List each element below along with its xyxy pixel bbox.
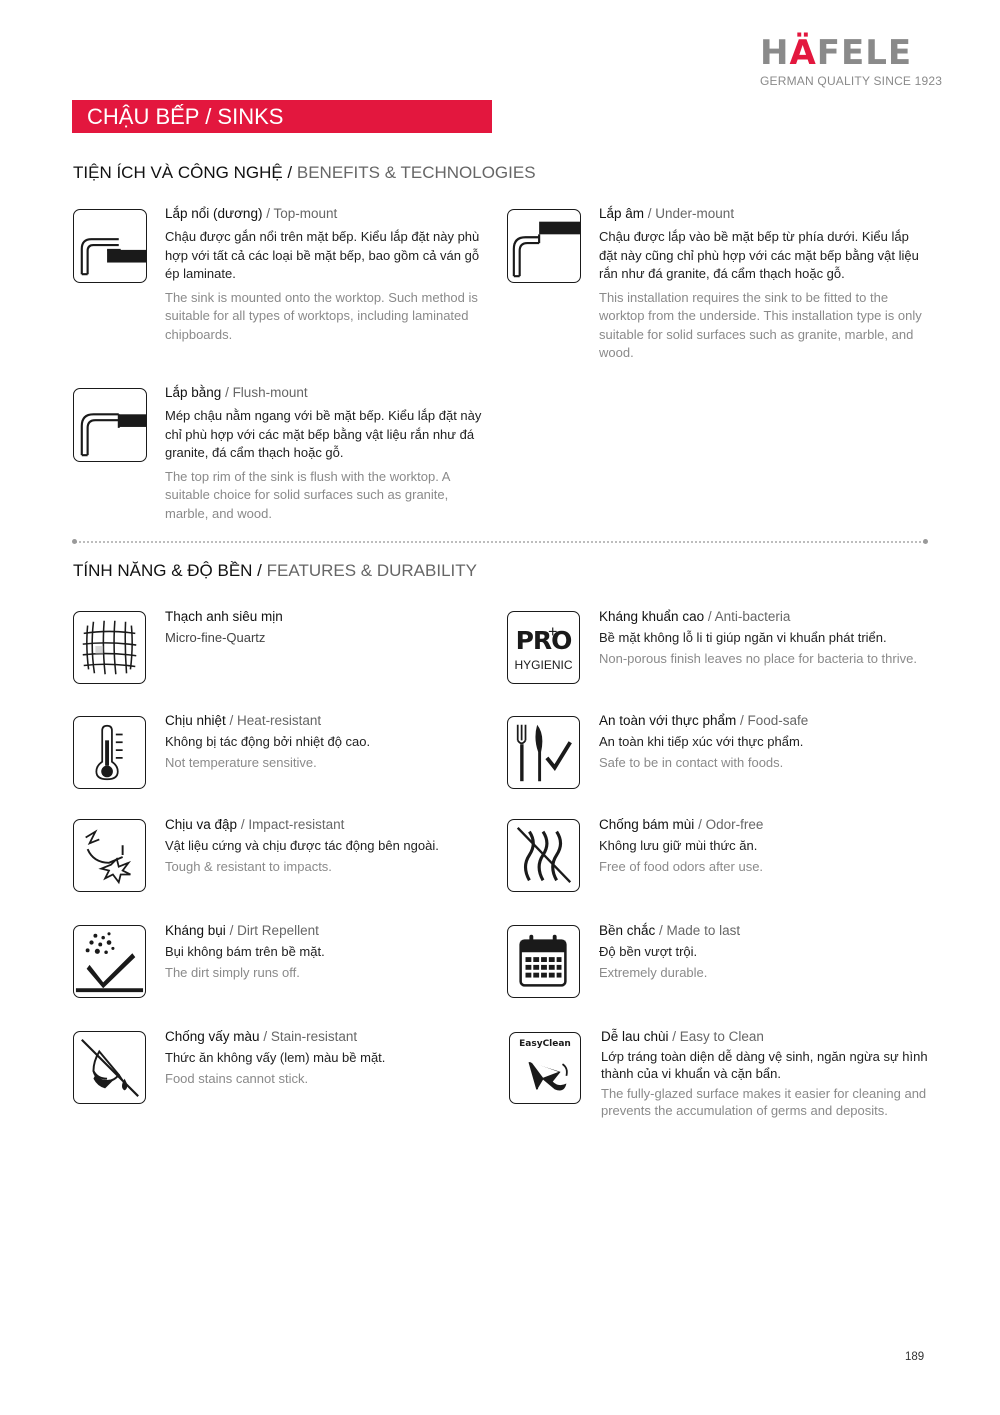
item-desc-vi: Bụi không bám trên bề mặt. <box>165 944 325 959</box>
feature-easy-to-clean <box>601 1028 936 1119</box>
item-desc-en: The dirt simply runs off. <box>165 965 300 980</box>
item-title: Chịu va đập / Impact-resistant <box>165 817 345 832</box>
item-desc-vi: Không bị tác động bởi nhiệt độ cao. <box>165 734 371 749</box>
item-desc-vi: Mép chậu nằm ngang với bề mặt bếp. Kiểu lắp đặt này chỉ phù hợp với các mặt bếp bằng vật liệu rắn như đá granite, đá cẩm thạch hoặc gỗ. <box>165 408 482 460</box>
item-title: Lắp âm / Under-mount <box>599 206 735 221</box>
item-title: Chống bám mùi / Odor-free <box>599 817 764 832</box>
feature-anti-bacteria <box>599 608 934 667</box>
feature-dirt-repellent <box>165 922 485 981</box>
feature-made-to-last <box>599 922 934 981</box>
stain-resistant-icon <box>73 1031 146 1104</box>
item-desc-vi: Lớp tráng toàn diện dễ dàng vệ sinh, ngăn ngừa sự hình thành của vi khuẩn và cặn bẩn. <box>601 1049 928 1081</box>
benefit-top-mount <box>165 205 490 344</box>
flush-mount-icon <box>73 388 147 462</box>
item-desc-vi: Bề mặt không lỗ li ti giúp ngăn vi khuẩn phát triển. <box>599 630 887 645</box>
section-divider <box>75 541 925 543</box>
item-desc-vi: Độ bền vượt trội. <box>599 944 698 959</box>
item-title: Chống vấy màu / Stain-resistant <box>165 1029 358 1044</box>
item-desc-en: Food stains cannot stick. <box>165 1071 309 1086</box>
item-title: Kháng bụi / Dirt Repellent <box>165 923 319 938</box>
item-desc-en: Extremely durable. <box>599 965 708 980</box>
item-title: Lắp nổi (dương) / Top-mount <box>165 206 338 221</box>
page-number: 189 <box>905 1351 925 1363</box>
item-desc-en: The fully-glazed surface makes it easier for cleaning and prevents the accumulation of germs and deposits. <box>601 1086 927 1118</box>
calendar-icon <box>507 925 580 998</box>
under-mount-icon <box>507 209 581 283</box>
item-desc-vi: Không lưu giữ mùi thức ăn. <box>599 838 758 853</box>
benefits-heading: TIỆN ÍCH VÀ CÔNG NGHỆ / BENEFITS & TECHNOLOGIES <box>73 163 536 182</box>
feature-stain-resistant <box>165 1028 485 1087</box>
impact-icon <box>73 819 146 892</box>
item-desc-vi: Micro-fine-Quartz <box>165 630 266 645</box>
item-desc-en: The sink is mounted onto the worktop. Such method is suitable for all types of worktops, including laminated chipboards. <box>165 289 478 342</box>
feature-heat-resistant <box>165 712 485 771</box>
pro-label: PRO <box>515 626 572 655</box>
item-title: An toàn với thực phẩm / Food-safe <box>599 713 809 728</box>
features-heading: TÍNH NĂNG & ĐỘ BỀN / FEATURES & DURABILITY <box>73 561 477 580</box>
item-desc-en: The top rim of the sink is flush with the worktop. A suitable choice for solid surfaces such as granite, marble, and wood. <box>165 468 450 521</box>
item-desc-en: Non-porous finish leaves no place for bacteria to thrive. <box>599 651 917 666</box>
feature-food-safe <box>599 712 934 771</box>
item-desc-en: Free of food odors after use. <box>599 859 764 874</box>
thermometer-icon <box>73 716 146 789</box>
easyclean-label: EasyClean <box>519 1039 571 1049</box>
logo-tagline: GERMAN QUALITY SINCE 1923 <box>760 74 943 88</box>
item-title: Kháng khuẩn cao / Anti-bacteria <box>599 609 791 624</box>
item-desc-vi: An toàn khi tiếp xúc với thực phẩm. <box>599 734 804 749</box>
hafele-logo <box>760 33 943 88</box>
item-title: Chịu nhiệt / Heat-resistant <box>165 713 322 728</box>
benefit-flush-mount <box>165 384 490 523</box>
item-desc-en: Tough & resistant to impacts. <box>165 859 332 874</box>
feature-impact-resistant <box>165 816 485 875</box>
easy-clean-icon <box>509 1032 581 1104</box>
item-desc-vi: Chậu được lắp vào bề mặt bếp từ phía dưới. Kiểu lắp đặt này cũng chỉ phù hợp với các mặt bếp bằng vật liệu rắn như đá granite, đá cẩm thạch hoặc gỗ. <box>599 229 919 281</box>
quartz-grid-icon <box>73 611 146 684</box>
feature-micro-fine-quartz <box>165 608 485 646</box>
odor-free-icon <box>507 819 580 892</box>
dirt-repellent-icon <box>73 925 146 998</box>
item-title: Lắp bằng / Flush-mount <box>165 385 308 400</box>
item-title: Dễ lau chùi / Easy to Clean <box>601 1029 764 1044</box>
item-desc-en: Not temperature sensitive. <box>165 755 317 770</box>
food-safe-icon <box>507 716 580 789</box>
feature-odor-free <box>599 816 934 875</box>
section-banner: CHẬU BẾP / SINKS <box>72 100 492 133</box>
pro-hygienic-icon <box>507 611 580 684</box>
item-desc-en: Safe to be in contact with foods. <box>599 755 784 770</box>
logo-wordmark: HÄFELE <box>760 33 913 73</box>
item-title: Bền chắc / Made to last <box>599 923 741 938</box>
item-desc-vi: Vật liệu cứng và chịu được tác động bên ngoài. <box>165 838 439 853</box>
item-desc-vi: Thức ăn không vấy (lem) màu bề mặt. <box>165 1050 386 1065</box>
item-desc-vi: Chậu được gắn nổi trên mặt bếp. Kiểu lắp đặt này phù hợp với tất cả các loại bề mặt bếp, bao gồm cả ván gỗ ép laminate. <box>165 229 480 281</box>
top-mount-icon <box>73 209 147 283</box>
hygienic-label: HYGIENIC <box>514 658 573 672</box>
item-desc-en: This installation requires the sink to be fitted to the worktop from the underside. This installation type is only suitable for solid surfaces such as granite, marble, and wood. <box>599 289 922 360</box>
benefit-under-mount <box>599 205 929 363</box>
item-title: Thạch anh siêu mịn <box>165 609 283 624</box>
